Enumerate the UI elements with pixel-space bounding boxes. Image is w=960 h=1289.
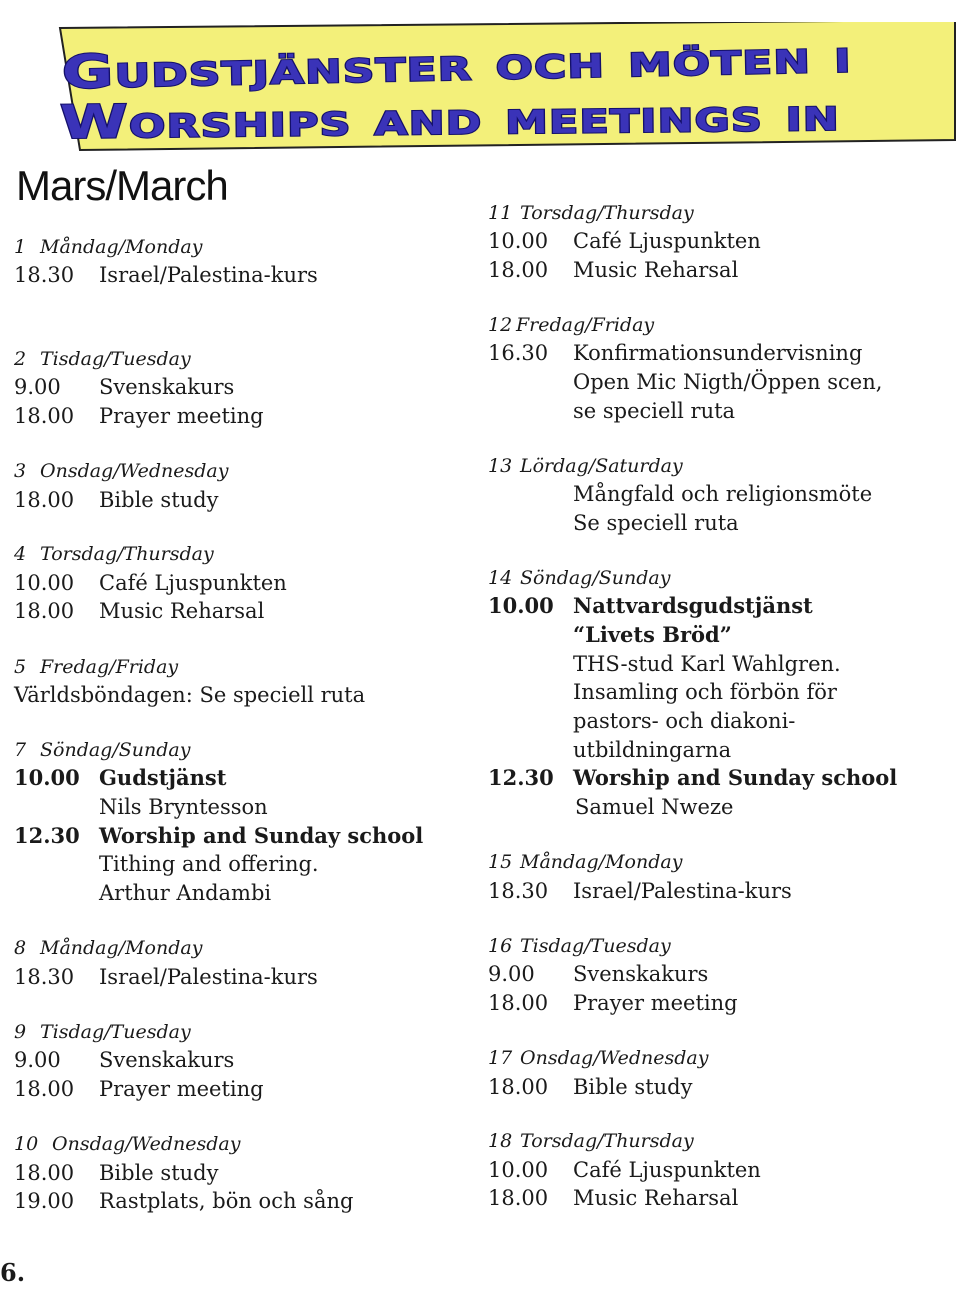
day-number: 10 bbox=[14, 1133, 39, 1155]
day-number: 14 bbox=[488, 567, 513, 589]
banner-line-1: Gudstjänster och möten i bbox=[61, 32, 644, 100]
event-detail: Se speciell ruta bbox=[573, 511, 739, 535]
event-desc: Prayer meeting bbox=[99, 1077, 264, 1101]
event-desc: Bible study bbox=[99, 1161, 219, 1185]
event-desc: Worship and Sunday school bbox=[99, 823, 424, 848]
event-desc: Café Ljuspunkten bbox=[573, 229, 761, 253]
event-time: 16.30 bbox=[488, 341, 549, 365]
event-time: 18.00 bbox=[14, 1161, 75, 1185]
event-detail: utbildningarna bbox=[573, 738, 732, 762]
day-heading bbox=[488, 1129, 694, 1153]
event-detail: “Livets Bröd” bbox=[573, 622, 732, 647]
event-time: 18.00 bbox=[14, 599, 75, 623]
day-heading bbox=[14, 542, 214, 566]
event-detail: THS-stud Karl Wahlgren. bbox=[573, 652, 841, 676]
event-desc: Prayer meeting bbox=[99, 404, 264, 428]
event-desc: Svenskakurs bbox=[99, 375, 235, 399]
event-desc: Music Reharsal bbox=[99, 599, 265, 623]
day-name: Söndag/Sunday bbox=[40, 739, 191, 761]
day-heading bbox=[488, 454, 683, 478]
day-heading bbox=[488, 1046, 708, 1070]
event-time: 12.30 bbox=[488, 765, 554, 790]
event-detail: se speciell ruta bbox=[573, 399, 736, 423]
event-time: 10.00 bbox=[14, 571, 75, 595]
day-name: Torsdag/Thursday bbox=[520, 1130, 694, 1152]
day-name: Tisdag/Tuesday bbox=[40, 348, 191, 370]
page-number: 6. bbox=[0, 1258, 26, 1287]
event-detail: Nils Bryntesson bbox=[99, 795, 268, 819]
event-time: 19.00 bbox=[14, 1189, 75, 1213]
event-desc: Café Ljuspunkten bbox=[573, 1158, 761, 1182]
event-time: 10.00 bbox=[488, 229, 549, 253]
event-desc: Café Ljuspunkten bbox=[99, 571, 287, 595]
day-heading bbox=[14, 1132, 240, 1156]
day-number: 16 bbox=[488, 935, 513, 957]
event-desc: Konfirmationsundervisning bbox=[573, 341, 863, 365]
day-heading bbox=[488, 934, 671, 958]
event-note: Världsböndagen: Se speciell ruta bbox=[14, 683, 366, 707]
event-detail: Tithing and offering. bbox=[99, 852, 319, 876]
day-heading bbox=[488, 313, 654, 337]
day-heading bbox=[488, 201, 694, 225]
day-number: 9 bbox=[14, 1021, 27, 1043]
event-desc: Music Reharsal bbox=[573, 258, 739, 282]
event-time: 9.00 bbox=[14, 1048, 61, 1072]
day-name: Fredag/Friday bbox=[40, 656, 179, 678]
day-number: 7 bbox=[14, 739, 27, 761]
event-time: 18.30 bbox=[488, 879, 549, 903]
day-number: 11 bbox=[488, 202, 513, 224]
event-desc: Music Reharsal bbox=[573, 1186, 739, 1210]
event-desc: Rastplats, bön och sång bbox=[99, 1189, 354, 1213]
banner-line-2: Worships and meetings in bbox=[59, 88, 646, 150]
event-time: 10.00 bbox=[488, 1158, 549, 1182]
day-name: Onsdag/Wednesday bbox=[52, 1133, 241, 1155]
day-heading bbox=[14, 738, 190, 762]
event-time: 12.30 bbox=[14, 823, 80, 848]
event-time: 10.00 bbox=[14, 765, 80, 790]
day-heading bbox=[14, 936, 202, 960]
day-name: Torsdag/Thursday bbox=[520, 202, 694, 224]
event-detail: Samuel Nweze bbox=[575, 795, 734, 819]
event-desc: Bible study bbox=[573, 1075, 693, 1099]
day-heading bbox=[14, 1020, 191, 1044]
event-time: 18.00 bbox=[14, 404, 75, 428]
event-detail: Insamling och förbön för bbox=[573, 680, 837, 704]
day-name: Lördag/Saturday bbox=[520, 455, 683, 477]
event-time: 18.30 bbox=[14, 965, 75, 989]
event-time: 18.00 bbox=[488, 258, 549, 282]
day-number: 4 bbox=[14, 543, 27, 565]
event-time: 18.00 bbox=[14, 488, 75, 512]
event-desc: Israel/Palestina-kurs bbox=[99, 263, 318, 287]
event-time: 9.00 bbox=[14, 375, 61, 399]
event-time: 18.00 bbox=[14, 1077, 75, 1101]
day-name: Söndag/Sunday bbox=[520, 567, 671, 589]
day-heading bbox=[488, 850, 682, 874]
day-name: Måndag/Monday bbox=[40, 937, 203, 959]
event-time: 18.00 bbox=[488, 1186, 549, 1210]
day-name: Fredag/Friday bbox=[516, 314, 655, 336]
day-number: 5 bbox=[14, 656, 27, 678]
day-number: 15 bbox=[488, 851, 513, 873]
day-heading bbox=[14, 459, 228, 483]
event-desc: Gudstjänst bbox=[99, 765, 227, 790]
event-time: 18.00 bbox=[488, 1075, 549, 1099]
day-name: Torsdag/Thursday bbox=[40, 543, 214, 565]
day-name: Onsdag/Wednesday bbox=[520, 1047, 709, 1069]
event-time: 18.30 bbox=[14, 263, 75, 287]
event-desc: Worship and Sunday school bbox=[573, 765, 898, 790]
day-number: 13 bbox=[488, 455, 513, 477]
event-desc: Bible study bbox=[99, 488, 219, 512]
day-name: Tisdag/Tuesday bbox=[520, 935, 671, 957]
day-heading bbox=[14, 655, 178, 679]
event-time: 10.00 bbox=[488, 593, 554, 618]
day-name: Onsdag/Wednesday bbox=[40, 460, 229, 482]
event-detail: pastors- och diakoni- bbox=[573, 709, 796, 733]
event-time: 9.00 bbox=[488, 962, 535, 986]
day-heading bbox=[488, 566, 670, 590]
event-desc: Svenskakurs bbox=[99, 1048, 235, 1072]
day-name: Måndag/Monday bbox=[40, 236, 203, 258]
day-number: 1 bbox=[14, 236, 27, 258]
event-desc: Svenskakurs bbox=[573, 962, 709, 986]
month-title: Mars/March bbox=[16, 162, 228, 209]
day-number: 8 bbox=[14, 937, 27, 959]
event-detail: Open Mic Nigth/Öppen scen, bbox=[573, 370, 883, 394]
event-time: 18.00 bbox=[488, 991, 549, 1015]
title-banner bbox=[50, 22, 960, 152]
day-number: 2 bbox=[14, 348, 27, 370]
day-name: Måndag/Monday bbox=[520, 851, 683, 873]
day-number: 18 bbox=[488, 1130, 513, 1152]
day-number: 17 bbox=[488, 1047, 513, 1069]
day-heading bbox=[14, 347, 191, 371]
day-number: 3 bbox=[14, 460, 27, 482]
day-name: Tisdag/Tuesday bbox=[40, 1021, 191, 1043]
event-desc: Israel/Palestina-kurs bbox=[99, 965, 318, 989]
day-number: 12 bbox=[488, 314, 513, 336]
event-detail: Mångfald och religionsmöte bbox=[573, 482, 873, 506]
day-heading bbox=[14, 235, 202, 259]
event-desc: Prayer meeting bbox=[573, 991, 738, 1015]
event-desc: Nattvardsgudstjänst bbox=[573, 593, 813, 618]
event-desc: Israel/Palestina-kurs bbox=[573, 879, 792, 903]
event-detail: Arthur Andambi bbox=[99, 881, 272, 905]
